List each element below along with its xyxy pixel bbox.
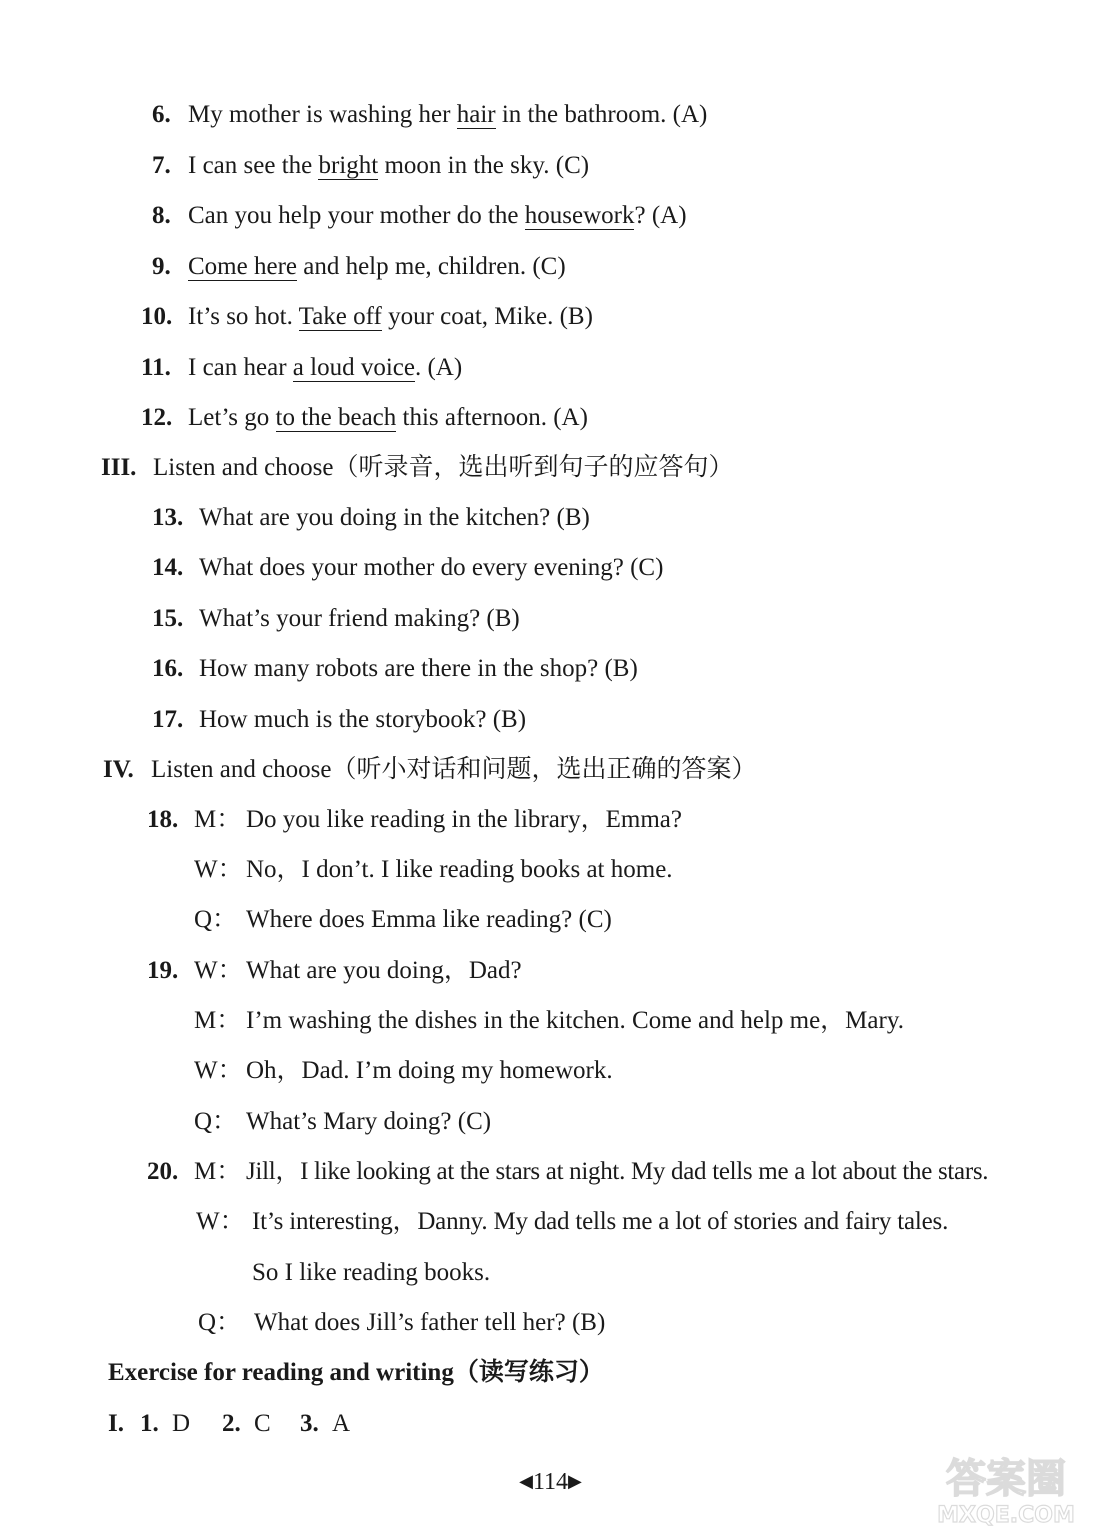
- dialogue-20-question: [198, 1308, 605, 1338]
- item-13: [152, 503, 590, 533]
- item-text: I can see the: [188, 152, 319, 179]
- item-text: What are you doing in the kitchen? (B): [199, 504, 590, 531]
- item-number: 14.: [152, 554, 184, 581]
- svg-text:答案圈: 答案圈: [946, 1456, 1066, 1502]
- item-number: 7.: [152, 152, 171, 179]
- item-17: [152, 705, 526, 735]
- dialogue-19-question: [194, 1107, 491, 1137]
- section-title: Listen and choose（听小对话和问题，选出正确的答案）: [151, 756, 757, 783]
- item-number: 13.: [152, 504, 184, 531]
- item-number: 8.: [152, 202, 171, 229]
- item-text: My mother is washing her: [188, 101, 457, 128]
- dialogue-text: Where does Emma like reading? (C): [246, 906, 612, 933]
- item-text: It’s so hot.: [188, 303, 299, 330]
- item-14: [152, 553, 663, 583]
- svg-text:MXQE.COM: MXQE.COM: [937, 1503, 1075, 1528]
- speaker-label: Q：: [194, 1108, 238, 1135]
- speaker-label: M：: [194, 1007, 242, 1034]
- dialogue-text: What does Jill’s father tell her? (B): [254, 1309, 606, 1336]
- item-text: in the bathroom. (A): [495, 101, 708, 128]
- speaker-label: W：: [194, 957, 243, 984]
- dialogue-18-line-1: [147, 805, 682, 835]
- item-number: 20.: [147, 1158, 179, 1185]
- underlined-word: bright: [318, 152, 379, 179]
- item-number: 10.: [141, 303, 173, 330]
- item-text: your coat, Mike. (B): [381, 303, 593, 330]
- dialogue-19-line-3: [194, 1056, 613, 1086]
- item-text: What’s your friend making? (B): [199, 605, 520, 632]
- speaker-label: M：: [194, 806, 242, 833]
- speaker-label: W：: [194, 1057, 243, 1084]
- section-title: Listen and choose（听录音，选出听到句子的应答句）: [153, 454, 734, 481]
- answer-value: C: [254, 1410, 271, 1437]
- item-number: 18.: [147, 806, 179, 833]
- section-heading-iv: [103, 755, 757, 785]
- answer-row: [108, 1409, 350, 1439]
- dialogue-19-line-2: [194, 1006, 904, 1036]
- right-arrow-icon: ▶: [568, 1471, 582, 1491]
- item-text: How many robots are there in the shop? (B): [199, 655, 638, 682]
- dialogue-text: What’s Mary doing? (C): [246, 1108, 492, 1135]
- item-text: and help me, children. (C): [296, 253, 566, 280]
- answer-number: 2.: [222, 1410, 241, 1437]
- underlined-word: hair: [456, 101, 496, 128]
- item-7: [152, 151, 589, 181]
- dialogue-text: What are you doing，Dad?: [246, 957, 522, 984]
- section-number: I.: [108, 1410, 124, 1437]
- item-number: 12.: [141, 404, 173, 431]
- watermark-logo: [921, 1450, 1091, 1530]
- dialogue-20-line-3: [252, 1258, 490, 1288]
- speaker-label: W：: [194, 856, 243, 883]
- speaker-label: W：: [196, 1208, 245, 1235]
- dialogue-20-line-1: [147, 1157, 988, 1187]
- item-9: [152, 252, 566, 282]
- item-6: [152, 100, 707, 130]
- item-number: 6.: [152, 101, 171, 128]
- answer-value: D: [172, 1410, 191, 1437]
- item-number: 16.: [152, 655, 184, 682]
- underlined-word: Come here: [188, 253, 297, 280]
- item-number: 17.: [152, 706, 184, 733]
- item-text: What does your mother do every evening? (C): [199, 554, 664, 581]
- answer-value: A: [332, 1410, 351, 1437]
- item-number: 9.: [152, 253, 171, 280]
- section-number: III.: [101, 454, 137, 481]
- item-10: [141, 302, 593, 332]
- dialogue-20-line-2: [196, 1207, 948, 1237]
- item-text: Can you help your mother do the: [188, 202, 525, 229]
- answer-number: 1.: [140, 1410, 159, 1437]
- dialogue-text: I’m washing the dishes in the kitchen. Come and help me，Mary.: [246, 1007, 904, 1034]
- dialogue-text: No，I don’t. I like reading books at home.: [246, 856, 673, 883]
- item-16: [152, 654, 638, 684]
- speaker-label: Q：: [198, 1309, 242, 1336]
- item-text: How much is the storybook? (B): [199, 706, 527, 733]
- dialogue-text: Oh，Dad. I’m doing my homework.: [246, 1057, 613, 1084]
- item-12: [141, 403, 588, 433]
- section-number: IV.: [103, 756, 134, 783]
- dialogue-text: So I like reading books.: [252, 1259, 491, 1286]
- underlined-word: to the beach: [275, 404, 397, 431]
- dialogue-text: Do you like reading in the library，Emma?: [246, 806, 682, 833]
- speaker-label: Q：: [194, 906, 238, 933]
- item-15: [152, 604, 520, 634]
- item-number: 19.: [147, 957, 179, 984]
- item-8: [152, 201, 687, 231]
- left-arrow-icon: ◀: [519, 1471, 533, 1491]
- underlined-word: Take off: [298, 303, 382, 330]
- section-heading-iii: [101, 453, 734, 483]
- dialogue-text: Jill，I like looking at the stars at night. My dad tells me a lot about the stars.: [246, 1158, 989, 1185]
- exercise-heading: Exercise for reading and writing（读写练习）: [108, 1359, 604, 1386]
- dialogue-19-line-1: [147, 956, 522, 986]
- answer-number: 3.: [300, 1410, 319, 1437]
- dialogue-18-line-2: [194, 855, 673, 885]
- item-text: ? (A): [634, 202, 687, 229]
- item-text: this afternoon. (A): [396, 404, 588, 431]
- page-number-text: 114: [532, 1469, 569, 1495]
- item-11: [141, 353, 462, 383]
- item-text: I can hear: [188, 354, 293, 381]
- dialogue-text: It’s interesting，Danny. My dad tells me a lot of stories and fairy tales.: [252, 1208, 949, 1235]
- underlined-word: housework: [524, 202, 635, 229]
- item-text: . (A): [414, 354, 463, 381]
- underlined-word: a loud voice: [292, 354, 415, 381]
- dialogue-18-question: [194, 905, 612, 935]
- item-number: 11.: [141, 354, 171, 381]
- item-number: 15.: [152, 605, 184, 632]
- speaker-label: M：: [194, 1158, 242, 1185]
- item-text: Let’s go: [188, 404, 276, 431]
- item-text: moon in the sky. (C): [378, 152, 590, 179]
